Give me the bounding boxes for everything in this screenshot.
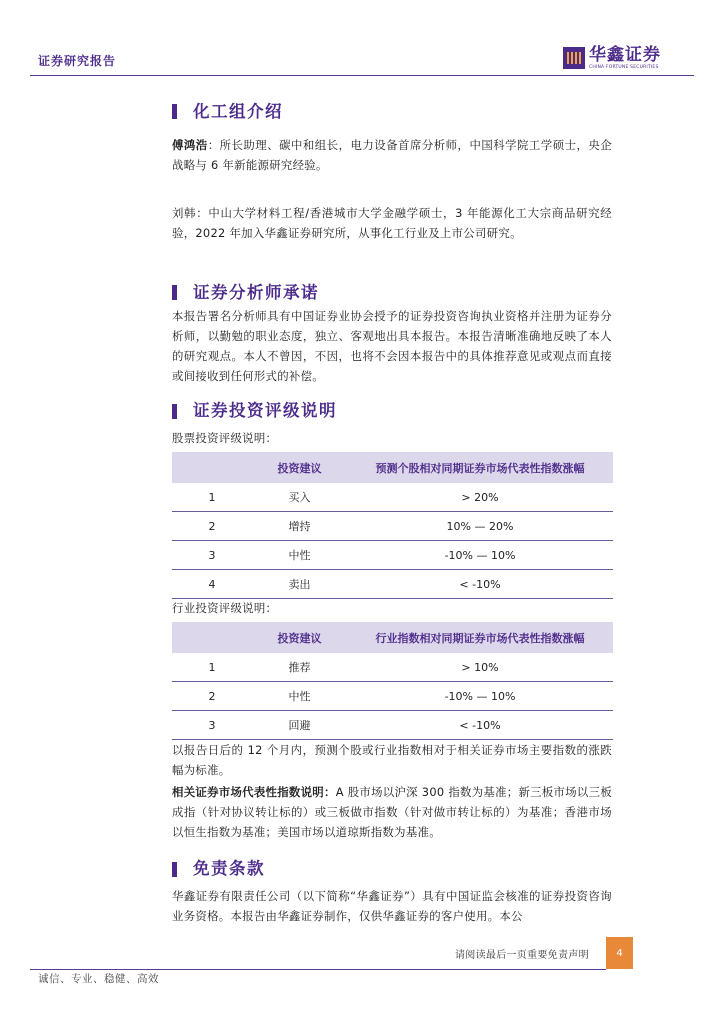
section-title-disclaimer: 免责条款 xyxy=(193,859,265,878)
table-header-cell: 投资建议 xyxy=(252,622,347,653)
analyst-bio-1-text: ：所长助理、碳中和组长，电力设备首席分析师，中国科学院工学硕士，央企战略与 6 年新能源研究经验。 xyxy=(172,138,613,172)
section-title-rating: 证券投资评级说明 xyxy=(193,401,337,420)
table-header-cell: 预测个股相对同期证券市场代表性指数涨幅 xyxy=(347,452,613,483)
table-cell: -10% — 10% xyxy=(347,541,613,570)
table-row xyxy=(172,570,613,599)
section-title-commitment: 证券分析师承诺 xyxy=(193,283,319,302)
header-divider xyxy=(30,75,694,76)
benchmark-label: 相关证券市场代表性指数说明： xyxy=(172,785,336,799)
footer-disclaimer-note: 请阅读最后一页重要免责声明 xyxy=(455,950,589,961)
table-row xyxy=(172,682,613,711)
benchmark-description xyxy=(172,782,612,842)
section-marker xyxy=(172,285,177,300)
section-marker xyxy=(172,404,177,419)
benchmark-text: A 股市场以沪深 300 指数为基准；新三板市场以三板成指（针对协议转让标的）或三板做市指数（针对做市转让标的）为基准；香港市场以恒生指数为基准；美国市场以道琼斯指数为基准。 xyxy=(172,785,613,839)
table-cell: < -10% xyxy=(347,570,613,599)
table-cell: 3 xyxy=(172,541,252,570)
table-row xyxy=(172,541,613,570)
table-cell: 推荐 xyxy=(252,653,347,682)
table-cell: > 10% xyxy=(347,653,613,682)
industry-rating-table xyxy=(172,622,613,740)
table-cell: 2 xyxy=(172,512,252,541)
report-type-label: 证券研究报告 xyxy=(38,54,117,68)
company-logo xyxy=(563,45,661,71)
commitment-text: 本报告署名分析师具有中国证券业协会授予的证券投资咨询执业资格并注册为证券分析师，以勤勉的职业态度，独立、客观地出具本报告。本报告清晰准确地反映了本人的研究观点。本人不曾因，不因，也将不会因本报告中的具体推荐意见或观点而直接或间接收到任何形式的补偿。 xyxy=(172,309,612,383)
table-cell: 2 xyxy=(172,682,252,711)
table-cell: 增持 xyxy=(252,512,347,541)
table-cell: 4 xyxy=(172,570,252,599)
logo-icon xyxy=(563,47,585,69)
footer-divider xyxy=(30,969,606,970)
analyst-name-1: 傅鸿浩 xyxy=(172,138,208,152)
table-cell: 3 xyxy=(172,711,252,740)
table-cell: 卖出 xyxy=(252,570,347,599)
table-cell: < -10% xyxy=(347,711,613,740)
table-row xyxy=(172,653,613,682)
rating-note: 以报告日后的 12 个月内，预测个股或行业指数相对于相关证券市场主要指数的涨跌幅为标准。 xyxy=(172,743,612,777)
table-cell: 买入 xyxy=(252,483,347,512)
stock-rating-label: 股票投资评级说明： xyxy=(172,431,278,445)
section-marker xyxy=(172,862,177,877)
table-cell: 回避 xyxy=(252,711,347,740)
table-header-cell xyxy=(172,622,252,653)
stock-rating-table xyxy=(172,452,613,599)
table-row xyxy=(172,512,613,541)
table-header-cell: 行业指数相对同期证券市场代表性指数涨幅 xyxy=(347,622,613,653)
logo-name-en: CHINA FORTUNE SECURITIES xyxy=(589,65,659,70)
analyst-bio-2: 刘韩：中山大学材料工程/香港城市大学金融学硕士，3 年能源化工大宗商品研究经验，2022 年加入华鑫证券研究所，从事化工行业及上市公司研究。 xyxy=(172,206,612,240)
table-cell: > 20% xyxy=(347,483,613,512)
table-cell: -10% — 10% xyxy=(347,682,613,711)
section-marker xyxy=(172,104,177,119)
table-header-cell xyxy=(172,452,252,483)
table-cell: 1 xyxy=(172,653,252,682)
logo-name-cn: 华鑫证券 xyxy=(589,45,661,65)
section-title-team: 化工组介绍 xyxy=(193,102,283,121)
table-cell: 中性 xyxy=(252,541,347,570)
table-row xyxy=(172,483,613,512)
table-cell: 1 xyxy=(172,483,252,512)
page-number: 4 xyxy=(606,937,633,969)
analyst-bio-1 xyxy=(172,135,612,175)
table-row xyxy=(172,711,613,740)
disclaimer-text: 华鑫证券有限责任公司（以下简称“华鑫证券”）具有中国证监会核准的证券投资咨询业务资格。本报告由华鑫证券制作，仅供华鑫证券的客户使用。本公 xyxy=(172,889,612,923)
table-cell: 10% — 20% xyxy=(347,512,613,541)
footer-motto: 诚信、专业、稳健、高效 xyxy=(38,973,159,985)
industry-rating-label: 行业投资评级说明： xyxy=(172,601,278,615)
table-cell: 中性 xyxy=(252,682,347,711)
table-header-cell: 投资建议 xyxy=(252,452,347,483)
